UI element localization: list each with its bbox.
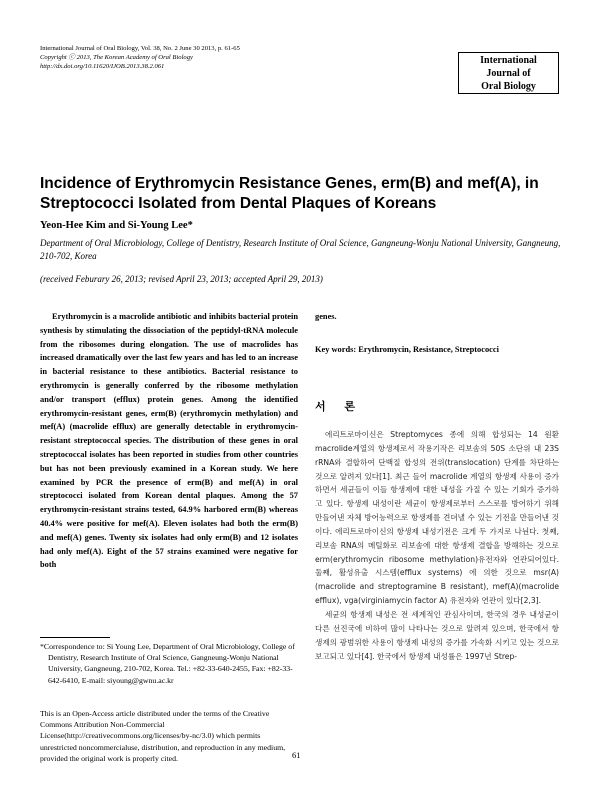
section-heading-introduction: 서 론 (315, 401, 364, 413)
intro-paragraph-2: 세균의 항생제 내성은 전 세계적인 관심사이며, 한국의 경우 내성균이 다른 선진국에 비하여 많이 나타나는 것으로 알려져 있으며, 한국에서 항생제의 광범위한 사용이 항생제 내성의 증가를 가속화 시키고 있는 것으로 보고되고 있다[4]. 한국에서 항생제 내성률은 1997년 Strep- (315, 609, 559, 661)
license-notice: This is an Open-Access article distributed under the terms of the Creative Commons Attribution Non-Commercial License(http://creativecommons.org/licenses/by-nc/3.0) which permits unrestricted noncommercialuse, distribution, and reproduction in any medium, provided the original work is properly cited. (40, 709, 286, 763)
abstract-text: Erythromycin is a macrolide antibiotic and inhibits bacterial protein synthesis by stimulating the dissociation of the peptidyl-tRNA molecule from the ribosomes during elongation. The use of macrolides has increased dramatically over the last few years and has led to an increase in bacterial resistance to these antibiotics. Bacterial resistance to erythromycin is generally conferred by the ribosome methylation and/or transport (efflux) protein genes. Among the identified erythromycin-resistant genes, erm(B) (erythromycin methylation) and mef(A) (macrolide efflux) are generally detectable in erythromycin-resistant streptococcal species. The distribution of these genes in oral streptococcal isolates has been reported in studies from other countries but has not been previously examined in a Korean study. We here examined by PCR the presence of erm(B) and mef(A) in oral streptococci isolated from Korean dental plaques. Among the 57 erythromycin-resistant strains tested, 64.9% harbored erm(B) whereas 40.4% were positive for mef(A). Eleven isolates had both the erm(B) and mef(A) genes. Twenty six isolates had only erm(B) and 12 isolates had only mef(A). Eight of the 57 strains examined were negative for both (40, 312, 298, 570)
abstract (40, 310, 298, 572)
correspondence-footnote (40, 641, 298, 686)
journal-box-line-3: Oral Biology (481, 81, 536, 92)
affiliation: Department of Oral Microbiology, College of Dentistry, Research Institute of Oral Science, Gangneung-Wonju National University, Gangneung, 210-702, Korea (40, 238, 561, 261)
journal-box-line-2: Journal of (486, 68, 531, 79)
doi-link[interactable]: http://dx.doi.org/10.11620/IJOB.2013.38.2.061 (40, 63, 165, 70)
introduction-body (315, 428, 559, 663)
footnote-divider (40, 637, 110, 638)
paper-title: Incidence of Erythromycin Resistance Genes, erm(B) and mef(A), in Streptococci Isolated from Dental Plaques of Koreans (40, 175, 539, 212)
submission-dates: (received Feburary 26, 2013; revised April 23, 2013; accepted April 29, 2013) (40, 274, 323, 284)
journal-box-line-1: International (480, 55, 537, 66)
keywords: Key words: Erythromycin, Resistance, Streptococci (315, 345, 499, 354)
journal-citation: International Journal of Oral Biology, Vol. 38, No. 2 June 30 2013, p. 61-65 (40, 45, 240, 52)
journal-logo-box (458, 52, 559, 94)
intro-paragraph-1: 에리트로마이신은 Streptomyces 종에 의해 합성되는 14 원환 macrolide계열의 항생제로서 작용기작은 리보솜의 50S 소단위 내 23S rRNA와 결합하여 단백질 합성의 전위(translocation) 단계를 차단하는 것으로 알려져 있다[1]. 최근 들어 macrolide 계열의 항생제 사용이 증가하면서 세균들이 이들 항생제에 대한 내성을 가질 수 있는 기회가 증가하고 있다. 항생제 내성이란 세균이 항생제로부터 스스로를 방어하기 위해 만들어낸 자체 방어능력으로 항생제를 견뎌낼 수 있는 기전을 만들어낸 것이다. 에리트로마이신의 항생제 내성기전은 크게 두 가지로 나뉜다. 첫째, 리보솜 RNA의 메틸화로 리보솜에 대한 항생제 결합을 방해하는 것으로 erm(erythromycin ribosome methylation)유전자와 연관되어있다. 둘째, 활성유출 시스템(efflux systems) 에 의한 것으로 msr(A)(macrolide and streptogramine B resistant), mef(A)(macrolide efflux), vga(virginiamycin factor A) 유전자와 연관이 있다[2,3]. (315, 430, 559, 606)
page-number: 61 (292, 750, 301, 760)
journal-header (40, 44, 320, 71)
correspondence-text: *Correspondence to: Si Young Lee, Department of Oral Microbiology, College of Dentistry, Research Institute of Oral Science, Gangneung-Wonju National University, Gangneung, 210-702, Korea. Tel.: +82-33-640-2455, Fax: +82-33-642-6410, E-mail: siyoung@gwnu.ac.kr (40, 642, 295, 685)
authors: Yeon-Hee Kim and Si-Young Lee* (40, 220, 193, 231)
copyright-line: Copyright ⓒ 2013, The Korean Academy of Oral Biology (40, 54, 193, 61)
abstract-continuation: genes. (315, 312, 337, 321)
